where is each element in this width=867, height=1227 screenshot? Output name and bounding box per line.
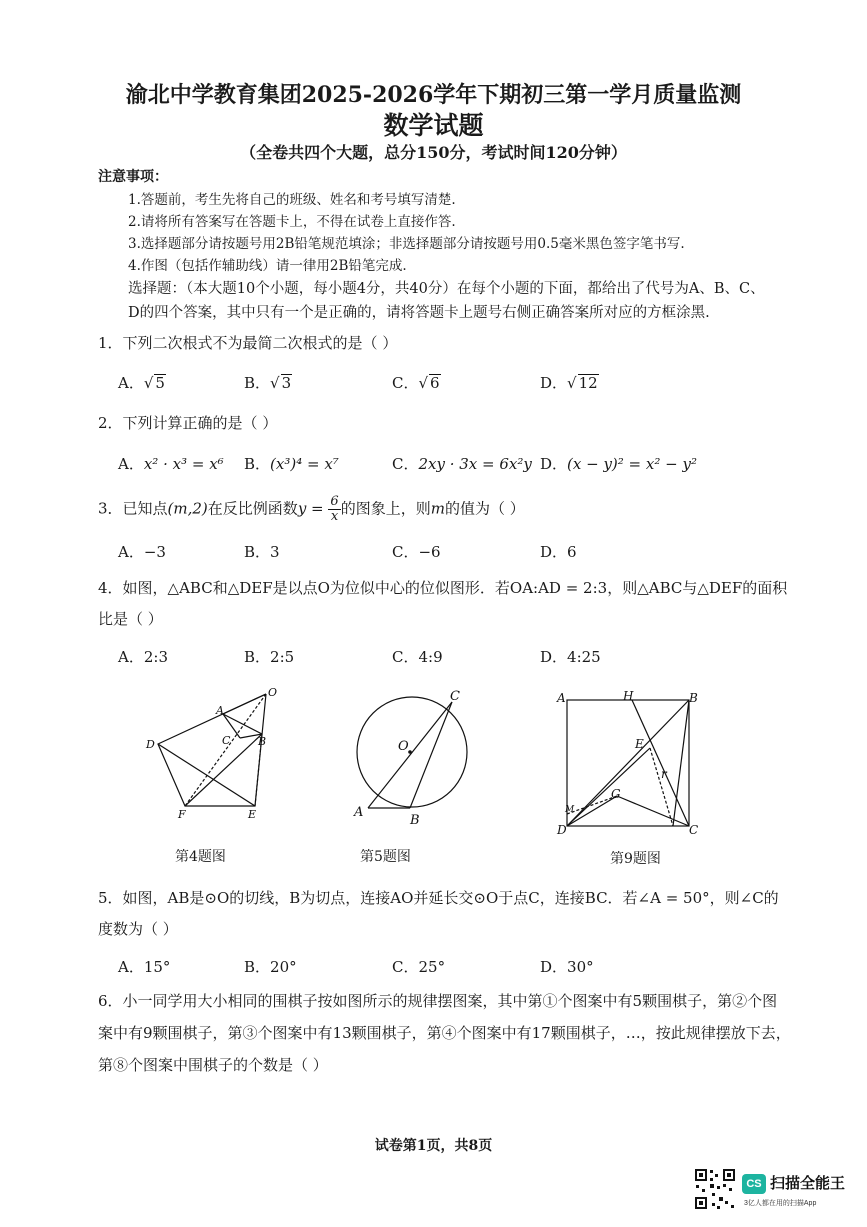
q1-option-a: A．√ 5 bbox=[118, 374, 165, 392]
figure-9 bbox=[555, 688, 705, 834]
q2-option-a: A．x² · x³ = x⁶ bbox=[118, 455, 224, 473]
label-A: A bbox=[216, 704, 224, 717]
exam-subject-title: 数学试题 bbox=[383, 111, 484, 140]
label-A: A bbox=[557, 691, 566, 705]
notice-item: 2.请将所有答案写在答题卡上，不得在试卷上直接作答. bbox=[128, 214, 456, 230]
question-4-stem-cont: 比是（ ） bbox=[98, 610, 163, 628]
scanner-app-name: 扫描全能王 bbox=[770, 1175, 846, 1192]
q2-option-c: C．2xy · 3x = 6x²y bbox=[392, 455, 532, 473]
question-5-stem: 5．如图，AB是⊙O的切线，B为切点，连接AO并延长交⊙O于点C，连接BC．若∠A = 50°，则∠C的 bbox=[98, 889, 779, 907]
q3-option-b: B．3 bbox=[244, 543, 280, 561]
label-A: A bbox=[354, 805, 364, 820]
q2-option-d: D．(x − y)² = x² − y² bbox=[540, 455, 697, 473]
notice-item: 4.作图（包括作辅助线）请一律用2B铅笔完成. bbox=[128, 258, 407, 274]
label-r: r bbox=[661, 767, 667, 781]
label-B: B bbox=[689, 691, 698, 705]
q1-option-b: B．√ 3 bbox=[244, 374, 292, 392]
label-F: F bbox=[178, 808, 186, 821]
label-B: B bbox=[258, 735, 267, 748]
label-B: B bbox=[410, 813, 420, 826]
scanner-tagline: 3亿人都在用的扫描App bbox=[744, 1200, 817, 1207]
q4-option-a: A．2:3 bbox=[118, 648, 168, 666]
q3-option-a: A．−3 bbox=[118, 543, 166, 561]
label-E: E bbox=[635, 737, 644, 751]
q5-option-d: D．30° bbox=[540, 958, 594, 976]
label-M: M bbox=[565, 805, 575, 815]
q3-option-d: D．6 bbox=[540, 543, 577, 561]
q3-option-c: C．−6 bbox=[392, 543, 441, 561]
q1-option-c: C．√ 6 bbox=[392, 374, 440, 392]
label-D: D bbox=[146, 738, 155, 751]
fraction: $\frac{6}{x}$ bbox=[330, 494, 339, 524]
question-1-stem: 1．下列二次根式不为最简二次根式的是（ ） bbox=[98, 334, 398, 352]
q5-option-b: B．20° bbox=[244, 958, 297, 976]
cs-logo-icon: CS bbox=[742, 1174, 766, 1194]
exam-info: （全卷共四个大题，总分150分，考试时间120分钟） bbox=[240, 143, 627, 162]
section-instructions: 选择题：（本大题10个小题，每小题4分，共40分）在每个小题的下面，都给出了代号为A、B、C、 bbox=[128, 281, 765, 297]
label-D: D bbox=[557, 823, 567, 834]
figure-5-caption: 第5题图 bbox=[360, 849, 411, 865]
label-H: H bbox=[623, 689, 634, 703]
q2-option-b: B．(x³)⁴ = x⁷ bbox=[244, 455, 339, 473]
q4-option-d: D．4:25 bbox=[540, 648, 601, 666]
question-6-stem-cont: 案中有9颗围棋子，第③个图案中有13颗围棋子，第④个图案中有17颗围棋子，…，按此规律摆放下去， bbox=[98, 1024, 791, 1042]
notice-heading: 注意事项： bbox=[98, 169, 168, 185]
scanner-watermark bbox=[742, 1170, 854, 1210]
question-4-stem: 4．如图，△ABC和△DEF是以点O为位似中心的位似图形．若OA:AD = 2:3，则△ABC与△DEF的面积 bbox=[98, 579, 788, 597]
q4-option-c: C．4:9 bbox=[392, 648, 443, 666]
notice-item: 1.答题前，考生先将自己的班级、姓名和考号填写清楚. bbox=[128, 192, 456, 208]
label-O: O bbox=[268, 686, 278, 699]
question-3-stem: 3．已知点(m,2)在反比例函数y = $\frac{6}{x}$ 的图象上，则m的值为（ ） bbox=[98, 494, 525, 524]
figure-4-caption: 第4题图 bbox=[175, 849, 226, 865]
exam-title: 渝北中学教育集团2025-2026学年下期初三第一学月质量监测 bbox=[125, 82, 742, 108]
qr-code-icon bbox=[694, 1168, 736, 1210]
question-6-stem: 6．小一同学用大小相同的围棋子按如图所示的规律摆图案，其中第①个图案中有5颗围棋子，第②个图 bbox=[98, 992, 778, 1010]
label-C: C bbox=[450, 689, 460, 704]
label-G: G bbox=[611, 787, 621, 801]
figure-9-caption: 第9题图 bbox=[610, 851, 661, 867]
figure-5 bbox=[348, 686, 478, 826]
q1-option-d: D．√ 12 bbox=[540, 374, 598, 392]
section-instructions-cont: D的四个答案，其中只有一个是正确的，请将答题卡上题号右侧正确答案所对应的方框涂黑. bbox=[128, 305, 710, 321]
page-footer: 试卷第1页，共8页 bbox=[374, 1138, 493, 1154]
question-6-stem-end: 第⑧个图案中围棋子的个数是（ ） bbox=[98, 1056, 328, 1074]
label-C: C bbox=[222, 734, 231, 747]
question-2-stem: 2．下列计算正确的是（ ） bbox=[98, 414, 278, 432]
q5-option-a: A．15° bbox=[118, 958, 171, 976]
figure-4 bbox=[140, 684, 280, 824]
notice-item: 3.选择题部分请按题号用2B铅笔规范填涂；非选择题部分请按题号用0.5毫米黑色签字笔书写. bbox=[128, 236, 685, 252]
label-C: C bbox=[689, 823, 699, 834]
label-O: O bbox=[398, 739, 409, 754]
q5-option-c: C．25° bbox=[392, 958, 446, 976]
label-E: E bbox=[248, 808, 257, 821]
question-5-stem-cont: 度数为（ ） bbox=[98, 920, 178, 938]
q4-option-b: B．2:5 bbox=[244, 648, 295, 666]
